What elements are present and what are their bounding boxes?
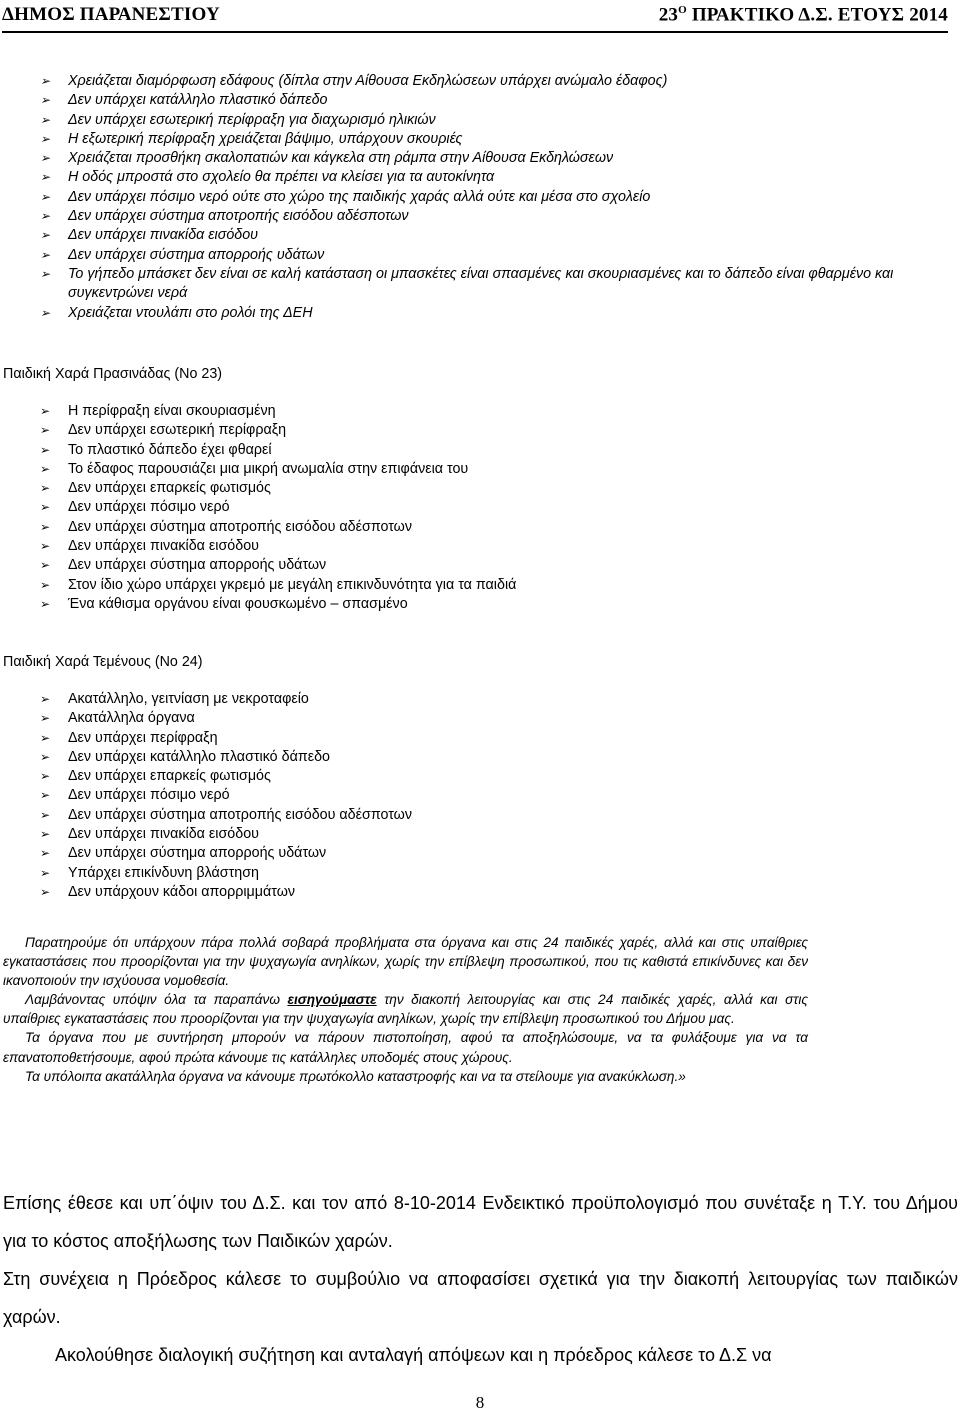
list-item: ➢ Ακατάλληλα όργανα — [40, 709, 955, 728]
minutes-body — [3, 1184, 958, 1374]
conclusion-paragraphs — [3, 933, 808, 1086]
list-item: ➢ Δεν υπάρχει πινακίδα εισόδου — [40, 825, 955, 844]
header-rule — [2, 31, 948, 33]
minutes-title-text: ΠΡΑΚΤΙΚΟ Δ.Σ. ΕΤΟΥΣ 2014 — [686, 4, 948, 26]
bullet-arrow-icon: ➢ — [40, 827, 51, 842]
list-item: ➢ Το πλαστικό δάπεδο έχει φθαρεί — [40, 441, 955, 460]
bullet-arrow-icon: ➢ — [40, 266, 51, 281]
bullet-arrow-icon: ➢ — [40, 461, 51, 476]
bullet-arrow-icon: ➢ — [40, 749, 51, 764]
list-item: ➢ Δεν υπάρχει σύστημα αποτροπής εισόδου αδέσποτων — [40, 806, 955, 825]
municipality-name: ΔΗΜΟΣ ΠΑΡΑΝΕΣΤΙΟΥ — [2, 4, 220, 25]
bullet-arrow-icon: ➢ — [40, 151, 51, 166]
bullet-arrow-icon: ➢ — [40, 539, 51, 554]
list-item: ➢ Χρειάζεται ντουλάπι στο ρολόι της ΔΕΗ — [40, 304, 955, 323]
page-header — [2, 0, 948, 34]
list-item: ➢ Υπάρχει επικίνδυνη βλάστηση — [40, 864, 955, 883]
list-item: ➢ Δεν υπάρχει περίφραξη — [40, 729, 955, 748]
bullet-arrow-icon: ➢ — [40, 305, 51, 320]
bullet-arrow-icon: ➢ — [40, 500, 51, 515]
paragraph-budget: Επίσης έθεσε και υπ΄όψιν του Δ.Σ. και τον από 8-10-2014 Ενδεικτικό προϋπολογισμό που συνέταξε η Τ.Υ. του Δήμου για το κόστος αποξήλωσης των Παιδικών χαρών. — [3, 1193, 958, 1251]
issues-list-prasinada — [40, 402, 955, 614]
bullet-arrow-icon: ➢ — [40, 692, 51, 706]
list-item: ➢ Δεν υπάρχει πόσιμο νερό — [40, 786, 955, 805]
bullet-arrow-icon: ➢ — [40, 93, 51, 108]
list-item: ➢ Δεν υπάρχουν κάδοι απορριμμάτων — [40, 883, 955, 902]
bullet-arrow-icon: ➢ — [40, 577, 51, 592]
list-item: ➢ Η οδός μπροστά στο σχολείο θα πρέπει να κλείσει για τα αυτοκίνητα — [40, 168, 955, 187]
bullet-arrow-icon: ➢ — [40, 189, 51, 204]
list-item: ➢ Χρειάζεται προσθήκη σκαλοπατιών και κάγκελα στη ράμπα στην Αίθουσα Εκδηλώσεων — [40, 149, 955, 168]
paragraph-discussion: Ακολούθησε διαλογική συζήτηση και ανταλαγή απόψεων και η πρόεδρος κάλεσε το Δ.Σ να — [55, 1345, 772, 1365]
paragraph-recommendation: Λαμβάνοντας υπόψιν όλα τα παραπάνω εισηγούμαστε την διακοπή λειτουργίας και στις 24 παιδικές χαρές, αλλά και στις υπαίθριες εγκαταστάσεις που προορίζονται για την ψυχαγωγία ανηλίκων, χωρίς την επίβλεψη προσωπικού του Δήμου μας. — [3, 992, 808, 1027]
list-item: ➢ Δεν υπάρχει σύστημα απορροής υδάτων — [40, 556, 955, 575]
list-item: ➢ Δεν υπάρχει κατάλληλο πλαστικό δάπεδο — [40, 748, 955, 767]
issues-list-temenos — [40, 690, 955, 902]
bullet-arrow-icon: ➢ — [40, 112, 51, 127]
bullet-arrow-icon: ➢ — [40, 558, 51, 573]
list-item: ➢ Δεν υπάρχει πόσιμο νερό ούτε στο χώρο της παιδικής χαράς αλλά ούτε και μέσα στο σχολείο — [40, 188, 955, 207]
list-item: ➢ Δεν υπάρχει σύστημα αποτροπής εισόδου αδέσποτων — [40, 207, 955, 226]
bullet-arrow-icon: ➢ — [40, 807, 51, 822]
bullet-arrow-icon: ➢ — [40, 209, 51, 224]
list-item: ➢ Το έδαφος παρουσιάζει μια μικρή ανωμαλία στην επιφάνεια του — [40, 460, 955, 479]
list-item: ➢ Δεν υπάρχει επαρκείς φωτισμός — [40, 479, 955, 498]
bullet-arrow-icon: ➢ — [40, 481, 51, 496]
list-item: ➢ Ένα κάθισμα οργάνου είναι φουσκωμένο – σπασμένο — [40, 595, 955, 614]
bullet-arrow-icon: ➢ — [40, 74, 51, 88]
list-item: ➢ Ακατάλληλο, γειτνίαση με νεκροταφείο — [40, 690, 955, 709]
list-item: ➢ Το γήπεδο μπάσκετ δεν είναι σε καλή κατάσταση οι μπασκέτες είναι σπασμένες και σκουριασμένες και το δάπεδο είναι φθαρμένο και συγκεντρώνει νερά — [40, 265, 894, 302]
bullet-arrow-icon: ➢ — [40, 247, 51, 262]
bullet-arrow-icon: ➢ — [40, 865, 51, 880]
bullet-arrow-icon: ➢ — [40, 769, 51, 784]
list-item: ➢ Δεν υπάρχει σύστημα αποτροπής εισόδου αδέσποτων — [40, 518, 955, 537]
bullet-arrow-icon: ➢ — [40, 170, 51, 185]
list-item: ➢ Χρειάζεται διαμόρφωση εδάφους (δίπλα στην Αίθουσα Εκδηλώσεων υπάρχει ανώμαλο έδαφος) — [40, 72, 955, 91]
list-item: ➢ Δεν υπάρχει πόσιμο νερό — [40, 498, 955, 517]
issues-list-school — [40, 72, 955, 323]
bullet-arrow-icon: ➢ — [40, 228, 51, 243]
bullet-arrow-icon: ➢ — [40, 442, 51, 457]
paragraph-equipment-storage: Τα όργανα που με συντήρηση μπορούν να πάρουν πιστοποίηση, αφού τα αποξηλώσουμε, να τα φυλάξουμε για να τα επανατοποθετήσουμε, αφού πρώτα κάνουμε τις κατάλληλες υποδομές στους χώρους. — [3, 1030, 808, 1065]
bullet-arrow-icon: ➢ — [40, 884, 51, 899]
paragraph-council-call: Στη συνέχεια η Πρόεδρος κάλεσε το συμβούλιο να αποφασίσει σχετικά για την διακοπή λειτουργίας των παιδικών χαρών. — [3, 1269, 958, 1327]
bullet-arrow-icon: ➢ — [40, 519, 51, 534]
list-item: ➢ Στον ίδιο χώρο υπάρχει γκρεμό με μεγάλη επικινδυνότητα για τα παιδιά — [40, 576, 955, 595]
section-heading-prasinada: Παιδική Χαρά Πρασινάδας (Νο 23) — [3, 366, 223, 382]
bullet-arrow-icon: ➢ — [40, 423, 51, 438]
bullet-arrow-icon: ➢ — [40, 711, 51, 726]
bullet-arrow-icon: ➢ — [40, 131, 51, 146]
list-item: ➢ Δεν υπάρχει σύστημα απορροής υδάτων — [40, 246, 955, 265]
bullet-arrow-icon: ➢ — [40, 788, 51, 803]
minutes-number-suffix: Ο — [678, 4, 687, 16]
list-item: ➢ Δεν υπάρχει πινακίδα εισόδου — [40, 226, 955, 245]
list-item: ➢ Δεν υπάρχει εσωτερική περίφραξη — [40, 421, 955, 440]
page-number: 8 — [475, 1393, 485, 1412]
paragraph-observations: Παρατηρούμε ότι υπάρχουν πάρα πολλά σοβαρά προβλήματα στα όργανα και στις 24 παιδικές χαρές, αλλά και στις υπαίθριες εγκαταστάσεις που προορίζονται για την ψυχαγωγία ανηλίκων, χωρίς την επίβλεψη προσωπικού, που τις καθιστά επικίνδυνες και δεν ικανοποιούν την ισχύουσα νομοθεσία. — [3, 935, 808, 989]
bullet-arrow-icon: ➢ — [40, 730, 51, 745]
list-item: ➢ Δεν υπάρχει επαρκείς φωτισμός — [40, 767, 955, 786]
list-item: ➢ Η περίφραξη είναι σκουριασμένη — [40, 402, 955, 421]
bullet-arrow-icon: ➢ — [40, 404, 51, 418]
bullet-arrow-icon: ➢ — [40, 596, 51, 611]
list-item: ➢ Δεν υπάρχει πινακίδα εισόδου — [40, 537, 955, 556]
minutes-number: 23 — [658, 4, 679, 26]
list-item: ➢ Η εξωτερική περίφραξη χρειάζεται βάψιμο, υπάρχουν σκουριές — [40, 130, 955, 149]
list-item: ➢ Δεν υπάρχει κατάλληλο πλαστικό δάπεδο — [40, 91, 955, 110]
paragraph-recycling: Τα υπόλοιπα ακατάλληλα όργανα να κάνουμε πρωτόκολλο καταστροφής και να τα στείλουμε για ανακύκλωση.» — [25, 1068, 686, 1084]
section-heading-temenos: Παιδική Χαρά Τεμένους (Νο 24) — [3, 654, 203, 670]
bullet-arrow-icon: ➢ — [40, 846, 51, 861]
list-item: ➢ Δεν υπάρχει εσωτερική περίφραξη για διαχωρισμό ηλικιών — [40, 111, 955, 130]
emphasis-recommend: εισηγούμαστε — [287, 992, 377, 1008]
minutes-title — [659, 4, 948, 26]
list-item: ➢ Δεν υπάρχει σύστημα απορροής υδάτων — [40, 844, 955, 863]
